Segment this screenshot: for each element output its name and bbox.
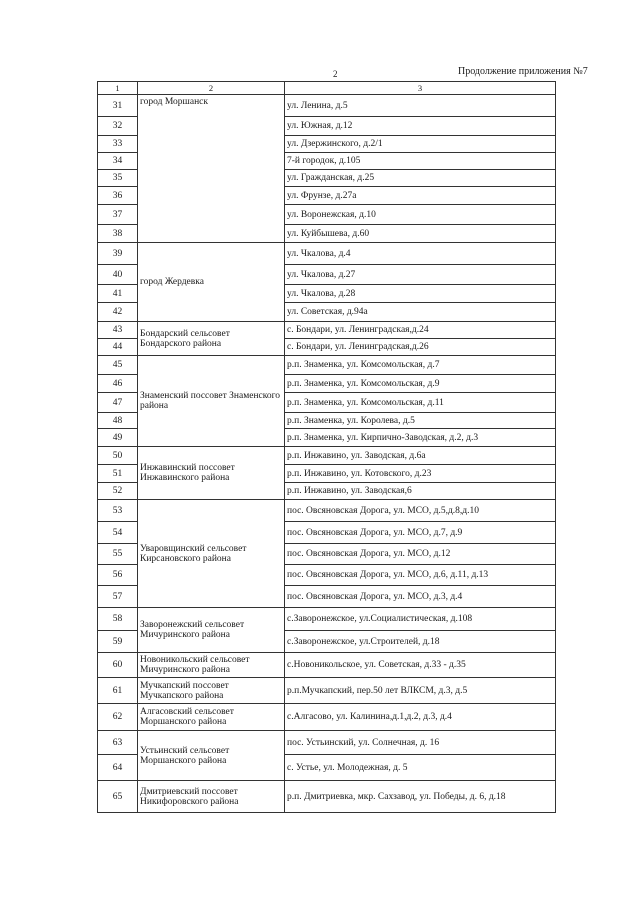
column-header: 3 bbox=[285, 82, 556, 95]
row-number: 36 bbox=[98, 187, 138, 205]
locality-name: Заворонежский сельсовет Мичуринского района bbox=[138, 608, 285, 653]
address: ул. Дзержинского, д.2/1 bbox=[285, 136, 556, 153]
address: р.п. Инжавино, ул. Заводская,6 bbox=[285, 483, 556, 500]
address: ул. Куйбышева, д.60 bbox=[285, 225, 556, 243]
address: ул. Чкалова, д.4 bbox=[285, 243, 556, 265]
row-number: 64 bbox=[98, 755, 138, 781]
address: ул. Чкалова, д.27 bbox=[285, 265, 556, 285]
address: с. Бондари, ул. Ленинградская,д.26 bbox=[285, 339, 556, 356]
row-number: 48 bbox=[98, 413, 138, 429]
row-number: 55 bbox=[98, 544, 138, 565]
row-number: 47 bbox=[98, 393, 138, 413]
row-number: 56 bbox=[98, 565, 138, 586]
address: р.п. Знаменка, ул. Комсомольская, д.9 bbox=[285, 375, 556, 393]
address: пос. Овсяновская Дорога, ул. МСО, д.6, д.11, д.13 bbox=[285, 565, 556, 586]
page-number: 2 bbox=[333, 69, 338, 79]
row-number: 38 bbox=[98, 225, 138, 243]
row-number: 52 bbox=[98, 483, 138, 500]
row-number: 58 bbox=[98, 608, 138, 631]
column-header: 1 bbox=[98, 82, 138, 95]
row-number: 51 bbox=[98, 465, 138, 483]
address: пос. Овсяновская Дорога, ул. МСО, д.12 bbox=[285, 544, 556, 565]
address: р.п. Знаменка, ул. Комсомольская, д.7 bbox=[285, 356, 556, 375]
row-number: 33 bbox=[98, 136, 138, 153]
address: ул. Южная, д.12 bbox=[285, 117, 556, 136]
address: с.Новоникольское, ул. Советская, д.33 - д.35 bbox=[285, 653, 556, 678]
address: р.п. Инжавино, ул. Котовского, д.23 bbox=[285, 465, 556, 483]
address: р.п. Дмитриевка, мкр. Сахзавод, ул. Победы, д. 6, д.18 bbox=[285, 781, 556, 813]
table-body bbox=[98, 82, 556, 813]
table-row bbox=[98, 95, 556, 117]
row-number: 49 bbox=[98, 429, 138, 447]
row-number: 41 bbox=[98, 285, 138, 303]
address: р.п.Мучкапский, пер.50 лет ВЛКСМ, д.3, д.5 bbox=[285, 678, 556, 704]
address: 7-й городок, д.105 bbox=[285, 153, 556, 170]
row-number: 39 bbox=[98, 243, 138, 265]
address: с. Бондари, ул. Ленинградская,д.24 bbox=[285, 322, 556, 339]
locality-name: Алгасовский сельсовет Моршанского района bbox=[138, 704, 285, 731]
table-row bbox=[98, 243, 556, 265]
locality-name: Знаменский поссовет Знаменского района bbox=[138, 356, 285, 447]
row-number: 46 bbox=[98, 375, 138, 393]
locality-name: Уваровщинский сельсовет Кирсановского района bbox=[138, 500, 285, 608]
polling-stations-table bbox=[97, 81, 556, 813]
row-number: 65 bbox=[98, 781, 138, 813]
table-row bbox=[98, 704, 556, 731]
row-number: 59 bbox=[98, 631, 138, 653]
address: р.п. Знаменка, ул. Королева, д.5 bbox=[285, 413, 556, 429]
row-number: 43 bbox=[98, 322, 138, 339]
address: пос. Овсяновская Дорога, ул. МСО, д.5,д.8,д.10 bbox=[285, 500, 556, 522]
row-number: 44 bbox=[98, 339, 138, 356]
table-row bbox=[98, 322, 556, 339]
address: с. Устье, ул. Молодежная, д. 5 bbox=[285, 755, 556, 781]
row-number: 37 bbox=[98, 205, 138, 225]
address: р.п. Знаменка, ул. Кирпично-Заводская, д.2, д.3 bbox=[285, 429, 556, 447]
table-row bbox=[98, 781, 556, 813]
table-row bbox=[98, 447, 556, 465]
address: с.Алгасово, ул. Калинина,д.1,д.2, д.3, д.4 bbox=[285, 704, 556, 731]
locality-name: Мучкапский поссовет Мучкапского района bbox=[138, 678, 285, 704]
table-row bbox=[98, 731, 556, 755]
address: р.п. Знаменка, ул. Комсомольская, д.11 bbox=[285, 393, 556, 413]
row-number: 60 bbox=[98, 653, 138, 678]
row-number: 53 bbox=[98, 500, 138, 522]
row-number: 50 bbox=[98, 447, 138, 465]
row-number: 54 bbox=[98, 522, 138, 544]
table-row bbox=[98, 356, 556, 375]
table-header-row bbox=[98, 82, 556, 95]
locality-name: Новоникольский сельсовет Мичуринского района bbox=[138, 653, 285, 678]
address: ул. Воронежская, д.10 bbox=[285, 205, 556, 225]
address: ул. Ленина, д.5 bbox=[285, 95, 556, 117]
address: р.п. Инжавино, ул. Заводская, д.6а bbox=[285, 447, 556, 465]
locality-name: Устьинский сельсовет Моршанского района bbox=[138, 731, 285, 781]
address: пос. Устьинский, ул. Солнечная, д. 16 bbox=[285, 731, 556, 755]
row-number: 35 bbox=[98, 170, 138, 187]
row-number: 63 bbox=[98, 731, 138, 755]
row-number: 62 bbox=[98, 704, 138, 731]
table-row bbox=[98, 500, 556, 522]
row-number: 40 bbox=[98, 265, 138, 285]
locality-name: город Жердевка bbox=[138, 243, 285, 322]
address: пос. Овсяновская Дорога, ул. МСО, д.7, д.9 bbox=[285, 522, 556, 544]
locality-name: город Моршанск bbox=[138, 95, 285, 243]
row-number: 32 bbox=[98, 117, 138, 136]
table-row bbox=[98, 678, 556, 704]
address: ул. Фрунзе, д.27а bbox=[285, 187, 556, 205]
address: ул. Советская, д.94а bbox=[285, 303, 556, 322]
row-number: 42 bbox=[98, 303, 138, 322]
locality-name: Инжавинский поссовет Инжавинского района bbox=[138, 447, 285, 500]
table-row bbox=[98, 653, 556, 678]
address: ул. Гражданская, д.25 bbox=[285, 170, 556, 187]
row-number: 45 bbox=[98, 356, 138, 375]
address: с.Заворонежское, ул.Строителей, д.18 bbox=[285, 631, 556, 653]
row-number: 34 bbox=[98, 153, 138, 170]
appendix-label: Продолжение приложения №7 bbox=[458, 66, 588, 77]
locality-name: Бондарский сельсовет Бондарского района bbox=[138, 322, 285, 356]
row-number: 31 bbox=[98, 95, 138, 117]
row-number: 61 bbox=[98, 678, 138, 704]
table-row bbox=[98, 608, 556, 631]
address: ул. Чкалова, д.28 bbox=[285, 285, 556, 303]
locality-name: Дмитриевский поссовет Никифоровского района bbox=[138, 781, 285, 813]
row-number: 57 bbox=[98, 586, 138, 608]
address: пос. Овсяновская Дорога, ул. МСО, д.3, д.4 bbox=[285, 586, 556, 608]
column-header: 2 bbox=[138, 82, 285, 95]
address: с.Заворонежское, ул.Социалистическая, д.108 bbox=[285, 608, 556, 631]
